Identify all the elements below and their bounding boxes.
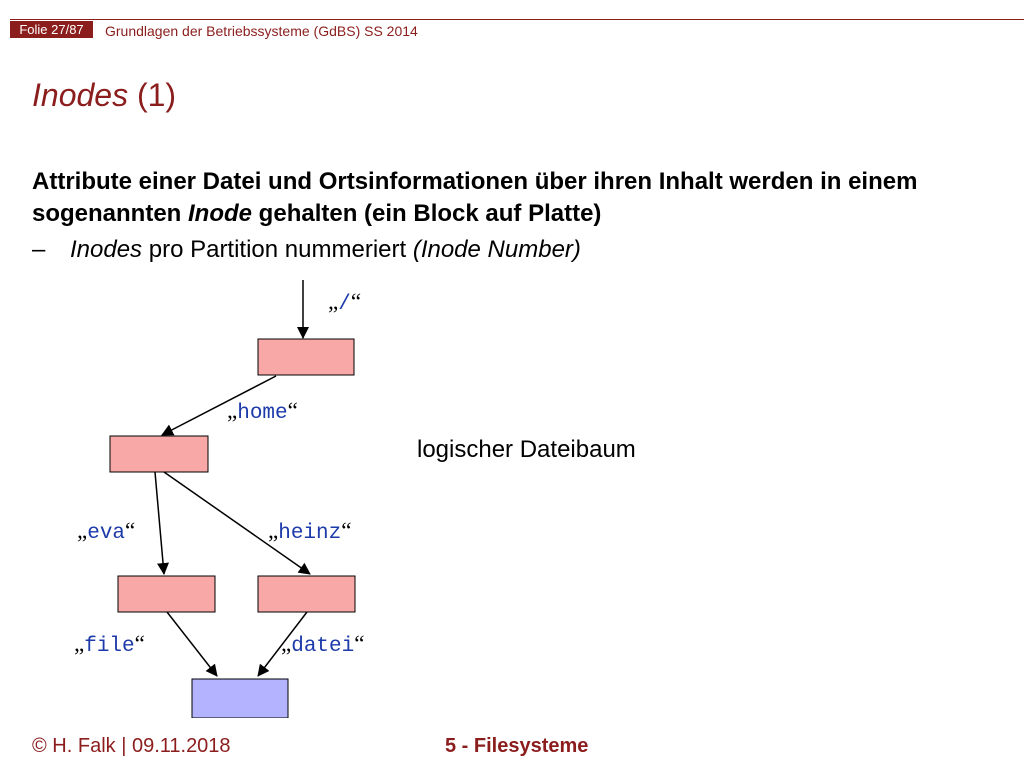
slide-title-suffix: (1) <box>128 77 177 113</box>
slide-title <box>32 77 176 114</box>
header-rule <box>10 19 1024 20</box>
slide-title-italic: Inodes <box>32 77 129 113</box>
bullet-text: pro Partition nummeriert <box>142 236 413 263</box>
inode-box-root <box>258 339 354 375</box>
edge-home-eva <box>155 472 164 574</box>
inode-box-home <box>110 436 208 472</box>
label-file: „file“ <box>74 631 145 658</box>
footer-author-date: © H. Falk | 09.11.2018 <box>32 735 231 757</box>
diagram-caption: logischer Dateibaum <box>417 436 636 463</box>
inode-box-file <box>192 679 288 718</box>
bullet-dash: – <box>32 236 46 263</box>
bullet-italic-2: (Inode Number) <box>412 236 581 263</box>
paragraph-part1: Attribute einer Datei und Ortsinformationen über ihren Inhalt werden in einem sogenannten <box>32 168 918 227</box>
paragraph-italic: Inode <box>188 200 253 227</box>
course-title: Grundlagen der Betriebssysteme (GdBS) SS 2014 <box>105 23 418 39</box>
label-root: „/“ <box>328 289 362 316</box>
paragraph-part2: gehalten (ein Block auf Platte) <box>252 200 602 227</box>
inode-box-eva <box>118 576 215 612</box>
edge-eva-file <box>167 612 217 676</box>
inode-box-heinz <box>258 576 355 612</box>
label-datei: „datei“ <box>281 631 365 658</box>
footer-chapter: 5 - Filesysteme <box>445 735 589 757</box>
file-tree-diagram <box>60 278 420 718</box>
bullet-item <box>32 234 581 266</box>
main-paragraph <box>32 166 1012 230</box>
label-eva: „eva“ <box>77 518 136 545</box>
slide-number-badge: Folie 27/87 <box>10 21 93 38</box>
bullet-italic: Inodes <box>70 236 143 263</box>
label-heinz: „heinz“ <box>268 518 352 545</box>
label-home: „home“ <box>227 398 298 425</box>
